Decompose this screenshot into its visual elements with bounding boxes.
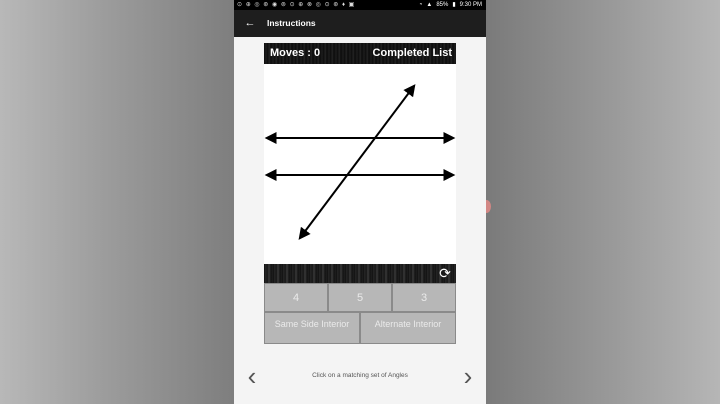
- moves-counter: Moves : 0: [270, 47, 321, 59]
- clock: 9:30 PM: [459, 2, 482, 8]
- answer-strip: [264, 264, 456, 283]
- transversal-line: [300, 86, 414, 238]
- battery-icon: ▮: [452, 2, 456, 8]
- app-toolbar: [234, 10, 486, 37]
- tile-angle-2[interactable]: 5: [328, 283, 392, 312]
- refresh-icon[interactable]: ⟳: [439, 265, 451, 281]
- background-left: [0, 0, 234, 404]
- tile-same-side-interior[interactable]: Same Side Interior: [264, 312, 360, 344]
- tile-alternate-interior[interactable]: Alternate Interior: [360, 312, 456, 344]
- background-right: [486, 0, 720, 404]
- system-status: [419, 0, 482, 10]
- phone-screen: [234, 0, 486, 404]
- angle-diagram[interactable]: [264, 64, 456, 264]
- chevron-left-icon[interactable]: ‹: [247, 361, 257, 391]
- tile-angle-3[interactable]: 3: [392, 283, 456, 312]
- instruction-hint: Click on a matching set of Angles: [312, 372, 408, 379]
- game-panel: [264, 43, 456, 344]
- status-bar: [234, 0, 486, 10]
- wifi-icon: ◔: [418, 2, 423, 8]
- signal-icon: ▲: [426, 2, 433, 8]
- completed-list-button[interactable]: Completed List: [372, 47, 452, 59]
- game-hud: [264, 43, 456, 64]
- battery-percent: 85%: [436, 2, 449, 8]
- page-title: Instructions: [267, 18, 316, 28]
- back-arrow-icon[interactable]: ←: [244, 17, 256, 29]
- chevron-right-icon[interactable]: ›: [463, 361, 473, 391]
- tile-angle-1[interactable]: 4: [264, 283, 328, 312]
- notification-icons: ⊙ ⊕ ◎ ⊛ ◉ ⊚ ⊙ ⊕ ⊗ ◎ ⊙ ⊛ ♦ ▣: [237, 2, 356, 8]
